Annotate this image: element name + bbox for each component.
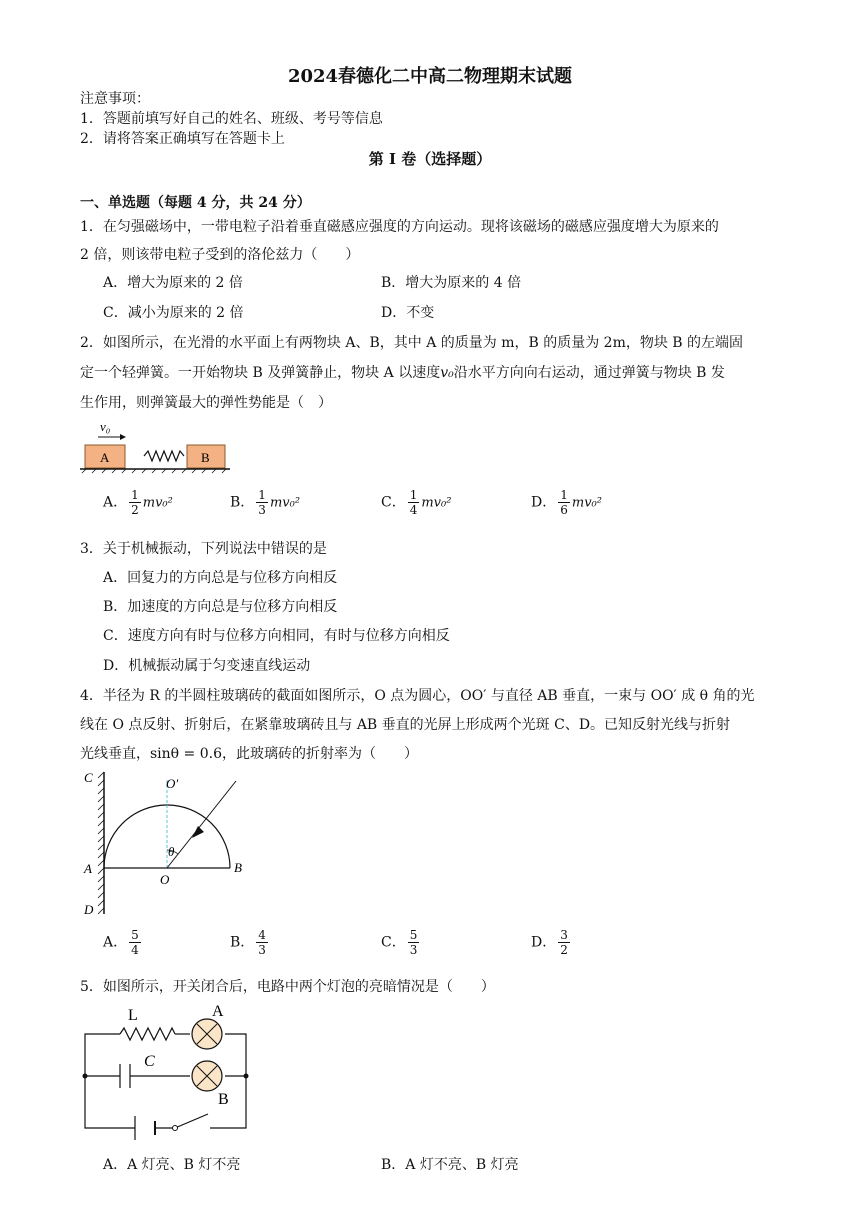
q5-label-a: A xyxy=(212,1003,224,1020)
q2-option-c: C． $\frac{1}{4}$ mv₀² xyxy=(381,488,452,517)
q5-bulb-a xyxy=(192,1019,222,1049)
note-item-1: 1．答题前填写好自己的姓名、班级、考号等信息 xyxy=(80,111,383,127)
q4-stem-line1: 4．半径为 R 的半圆柱玻璃砖的截面如图所示，O 点为圆心，OO′ 与直径 AB 垂直，一束与 OO′ 成 θ 角的光 xyxy=(80,688,755,704)
q2-stem-line2: 定一个轻弹簧。一开始物块 B 及弹簧静止，物块 A 以速度v₀沿水平方向向右运动，通过弹簧与物块 B 发 xyxy=(80,365,725,381)
q5-bulb-b xyxy=(192,1061,222,1091)
q4-light-ray xyxy=(167,781,236,868)
q4-stem-line3: 光线垂直，sinθ = 0.6，此玻璃砖的折射率为（ ） xyxy=(80,746,419,762)
q2-block-a-label: A xyxy=(100,450,110,465)
q3-stem: 3．关于机械振动，下列说法中错误的是 xyxy=(80,541,327,557)
q4-label-o-prime: O′ xyxy=(166,776,179,791)
q1-option-c: C．减小为原来的 2 倍 xyxy=(103,305,244,321)
q5-option-a: A．A 灯亮、B 灯不亮 xyxy=(103,1157,241,1173)
q5-label-b: B xyxy=(218,1091,229,1108)
q2-option-b: B． $\frac{1}{3}$ mv₀² xyxy=(230,488,301,517)
note-item-2: 2．请将答案正确填写在答题卡上 xyxy=(80,131,285,147)
q2-v0-symbol: v₀ xyxy=(440,365,454,381)
q5-circuit-figure xyxy=(80,1000,255,1145)
q3-option-d: D．机械振动属于匀变速直线运动 xyxy=(103,658,311,674)
q4-option-c: C． $\frac{5}{3}$ xyxy=(381,928,418,957)
q4-label-b: B xyxy=(234,860,242,875)
q5-switch xyxy=(173,1126,178,1131)
q5-stem: 5．如图所示，开关闭合后，电路中两个灯泡的亮暗情况是（ ） xyxy=(80,979,495,995)
q5-label-c: C xyxy=(144,1053,155,1070)
q1-stem-line2: 2 倍，则该带电粒子受到的洛伦兹力（ ） xyxy=(80,247,360,263)
q5-label-l: L xyxy=(128,1007,138,1024)
q4-option-d: D． $\frac{3}{2}$ xyxy=(531,928,568,957)
exam-title: 2024春德化二中高二物理期末试题 xyxy=(287,66,573,87)
q4-semicircle-figure xyxy=(80,768,250,918)
section-title: 第 I 卷（选择题） xyxy=(368,150,492,168)
q4-label-a: A xyxy=(84,861,92,876)
q2-block-b-label: B xyxy=(201,450,210,465)
q4-label-theta: θ xyxy=(168,844,175,859)
q4-label-d: D xyxy=(84,902,94,917)
q4-option-a: A． $\frac{5}{4}$ xyxy=(103,928,139,957)
q1-option-b: B．增大为原来的 4 倍 xyxy=(381,275,522,291)
q1-option-d: D．不变 xyxy=(381,305,435,321)
q2-stem-line1: 2．如图所示，在光滑的水平面上有两物块 A、B，其中 A 的质量为 m，B 的质量为 2m，物块 B 的左端固 xyxy=(80,335,744,351)
q2-option-a: A． $\frac{1}{2}$ mv₀² xyxy=(103,488,173,517)
q5-option-b: B．A 灯不亮、B 灯亮 xyxy=(381,1157,519,1173)
q1-stem-line1: 1．在匀强磁场中，一带电粒子沿着垂直磁感应强度的方向运动。现将该磁场的磁感应强度增大为原来的 xyxy=(80,219,719,235)
notes-heading: 注意事项： xyxy=(80,91,150,107)
q4-option-b: B． $\frac{4}{3}$ xyxy=(230,928,266,957)
q3-option-c: C．速度方向有时与位移方向相同，有时与位移方向相反 xyxy=(103,628,450,644)
q4-label-o: O xyxy=(160,872,170,887)
part1-heading: 一、单选题（每题 4 分，共 24 分） xyxy=(80,195,311,211)
q3-option-b: B．加速度的方向总是与位移方向相反 xyxy=(103,599,338,615)
q3-option-a: A．回复力的方向总是与位移方向相反 xyxy=(103,570,338,586)
q4-stem-line2: 线在 O 点反射、折射后，在紧靠玻璃砖且与 AB 垂直的光屏上形成两个光斑 C、D。已知反射光线与折射 xyxy=(80,717,731,733)
q2-stem-line3: 生作用，则弹簧最大的弹性势能是（ ） xyxy=(80,395,332,411)
q2-spring xyxy=(144,451,184,461)
q1-option-a: A．增大为原来的 2 倍 xyxy=(103,275,243,291)
q2-blocks-spring-figure xyxy=(80,418,230,474)
q2-fig-v0-label: v₀ xyxy=(100,419,111,434)
q2-option-d: D． $\frac{1}{6}$ mv₀² xyxy=(531,488,602,517)
q4-label-c: C xyxy=(84,770,93,785)
